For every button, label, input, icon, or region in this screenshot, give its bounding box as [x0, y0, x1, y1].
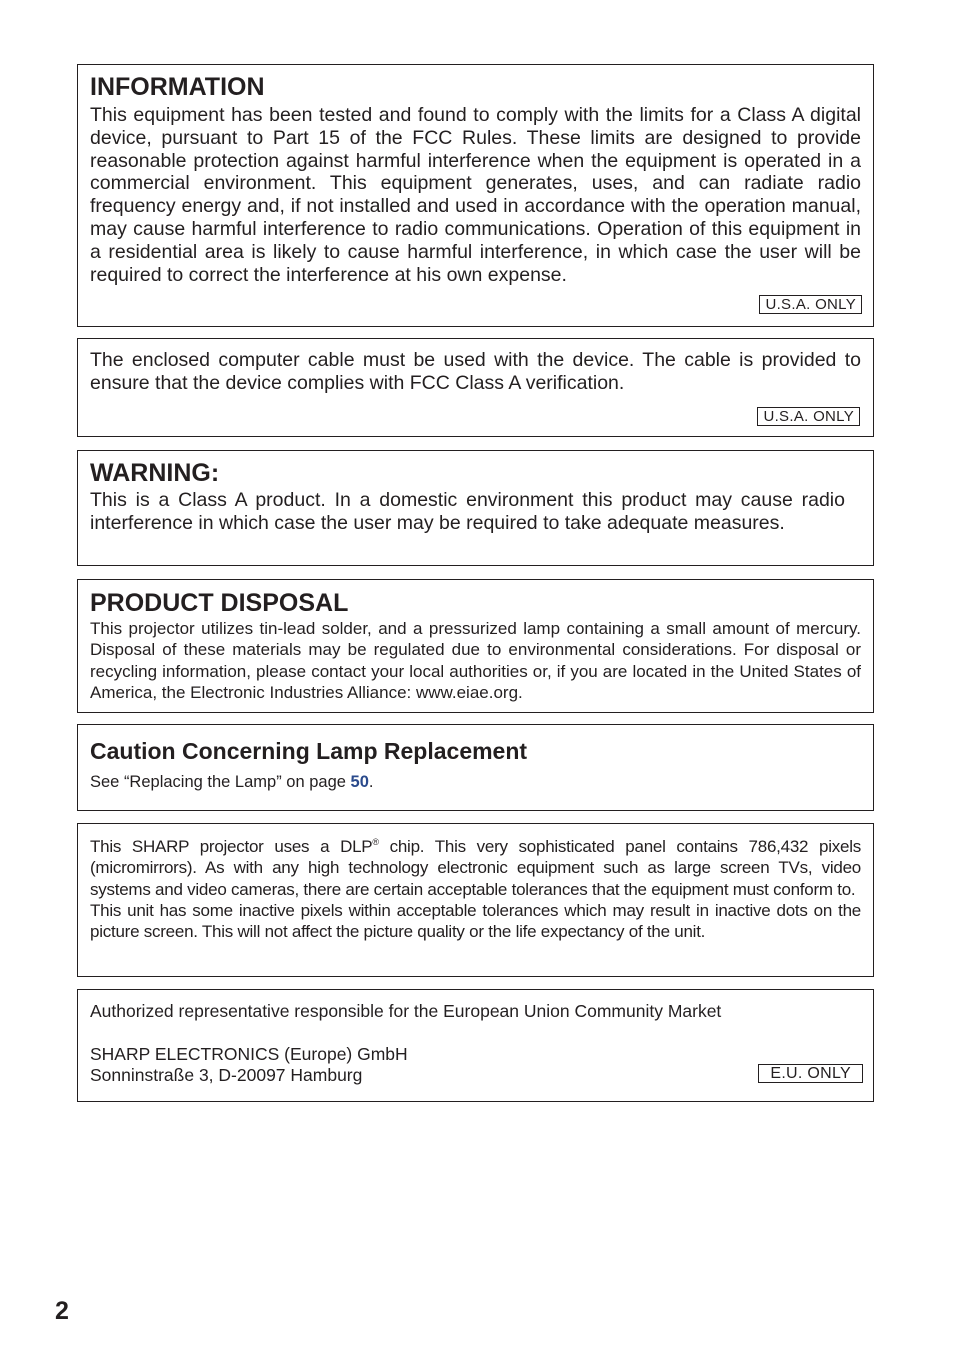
information-box [77, 64, 874, 327]
warning-body: This is a Class A product. In a domestic environment this product may cause radio interference in which case the user may be required to take adequate measures. [90, 489, 845, 534]
lamp-title: Caution Concerning Lamp Replacement [90, 738, 528, 764]
disposal-box [77, 579, 874, 713]
usa-only-tag: U.S.A. ONLY [757, 407, 860, 426]
registered-mark: ® [372, 837, 379, 847]
dlp-p1-rest: chip. This very sophisticated panel contains 786,432 pixels (micromirrors). As with any high technology electronic equipment such as large screen TVs, video systems and video cameras, there are certain acceptable tolerances that the equipment must conform to. [90, 837, 861, 899]
lamp-see-text [90, 772, 861, 794]
lamp-see-suffix: . [368, 773, 374, 791]
disposal-title: PRODUCT DISPOSAL [90, 589, 349, 617]
information-title: INFORMATION [90, 73, 265, 101]
usa-only-tag: U.S.A. ONLY [759, 295, 862, 314]
eu-address: Sonninstraße 3, D-20097 Hamburg [90, 1065, 363, 1085]
dlp-paragraph-2: This unit has some inactive pixels within acceptable tolerances which may result in inactive dots on the picture screen. This will not affect the picture quality or the life expectancy of the unit. [90, 900, 861, 942]
warning-box [77, 450, 874, 566]
eu-company: SHARP ELECTRONICS (Europe) GmbH [90, 1043, 408, 1064]
lamp-see-prefix: See “Replacing the Lamp” on page [90, 773, 351, 791]
disposal-body: This projector utilizes tin-lead solder, and a pressurized lamp containing a small amount of mercury. Disposal of these materials may be regulated due to environmental considerations. For disposal or recycling information, please contact your local authorities or, if you are located in the United States of America, the Electronic Industries Alliance: www.eiae.org. [90, 619, 861, 702]
page-number: 2 [55, 1297, 69, 1325]
eu-authorized-line: Authorized representative responsible for the European Union Community Market [90, 1001, 722, 1021]
eu-only-tag: E.U. ONLY [758, 1064, 863, 1083]
dlp-box [77, 823, 874, 977]
lamp-box [77, 724, 874, 811]
cable-body: The enclosed computer cable must be used with the device. The cable is provided to ensure that the device complies with FCC Class A verification. [90, 349, 861, 394]
information-body: This equipment has been tested and found to comply with the limits for a Class A digital device, pursuant to Part 15 of the FCC Rules. These limits are designed to provide reasonable protection against harmful interference when the equipment is operated in a commercial environment. This equipment generates, uses, and can radiate radio frequency energy and, if not installed and used in accordance with the operation manual, may cause harmful interference to radio communications. Operation of this equipment in a residential area is likely to cause harmful interference, in which case the user will be required to correct the interference at his own expense. [90, 104, 861, 286]
dlp-paragraph-1 [90, 836, 861, 900]
warning-title: WARNING: [90, 459, 220, 487]
cable-box [77, 338, 874, 437]
dlp-p1-prefix: This SHARP projector uses a DLP [90, 837, 373, 856]
page-50-link[interactable]: 50 [350, 773, 369, 791]
eu-box [77, 989, 874, 1102]
